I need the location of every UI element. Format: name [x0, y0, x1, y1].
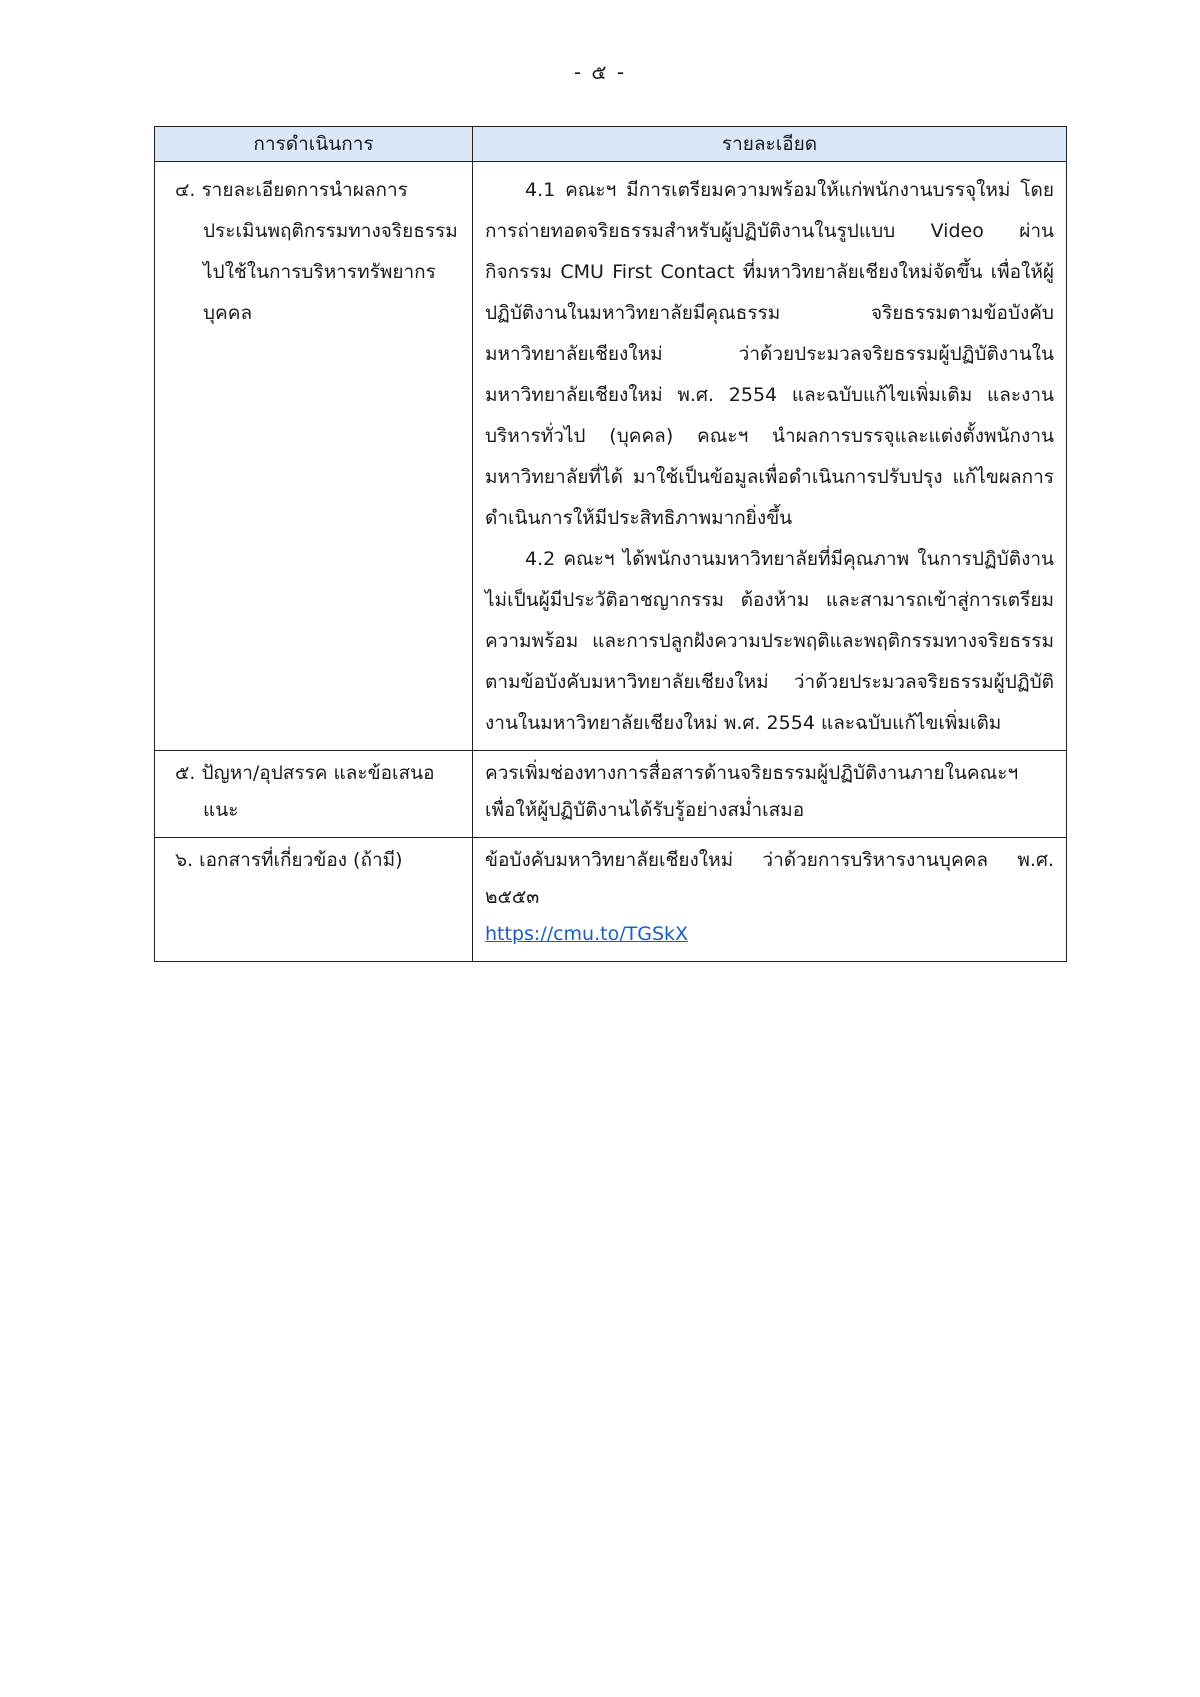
- row-topic-5: [155, 751, 473, 838]
- detail-paragraph-5: ควรเพิ่มช่องทางการสื่อสารด้านจริยธรรมผู้ปฏิบัติงานภายในคณะฯ เพื่อให้ผู้ปฏิบัติงานได้รับรู้อย่างสม่ำเสมอ: [485, 762, 1019, 821]
- reference-link[interactable]: https://cmu.to/TGSkX: [485, 923, 689, 945]
- row-detail-5: [473, 751, 1067, 838]
- row-topic-4-text: ๔. รายละเอียดการนำผลการประเมินพฤติกรรมทางจริยธรรมไปใช้ในการบริหารทรัพยากรบุคคล: [175, 179, 458, 324]
- detail-paragraph-6: ข้อบังคับมหาวิทยาลัยเชียงใหม่ ว่าด้วยการบริหารงานบุคคล พ.ศ. ๒๕๕๓: [485, 849, 1054, 908]
- table-row: [155, 838, 1067, 962]
- table-row: [155, 162, 1067, 751]
- detail-paragraph-4-1: 4.1 คณะฯ มีการเตรียมความพร้อมให้แก่พนักงานบรรจุใหม่ โดยการถ่ายทอดจริยธรรมสำหรับผู้ปฏิบัติงานในรูปแบบ Video ผ่านกิจกรรม CMU First Contact ที่มหาวิทยาลัยเชียงใหม่จัดขึ้น เพื่อให้ผู้ปฏิบัติงานในมหาวิทยาลัยมีคุณธรรม จริยธรรมตามข้อบังคับมหาวิทยาลัยเชียงใหม่ ว่าด้วยประมวลจริยธรรมผู้ปฏิบัติงานในมหาวิทยาลัยเชียงใหม่ พ.ศ. 2554 และฉบับแก้ไขเพิ่มเติม และงานบริหารทั่วไป (บุคคล) คณะฯ นำผลการบรรจุและแต่งตั้งพนักงานมหาวิทยาลัยที่ได้ มาใช้เป็นข้อมูลเพื่อดำเนินการปรับปรุง แก้ไขผลการดำเนินการให้มีประสิทธิภาพมากยิ่งขึ้น: [485, 179, 1054, 529]
- row-topic-6: [155, 838, 473, 962]
- header-detail: รายละเอียด: [473, 127, 1067, 162]
- table-row: [155, 751, 1067, 838]
- row-detail-4: [473, 162, 1067, 751]
- row-topic-4: [155, 162, 473, 751]
- row-detail-6: [473, 838, 1067, 962]
- table-header-row: [155, 127, 1067, 162]
- report-table: [154, 126, 1067, 962]
- row-topic-6-text: ๖. เอกสารที่เกี่ยวข้อง (ถ้ามี): [175, 849, 403, 871]
- header-action: การดำเนินการ: [155, 127, 473, 162]
- row-topic-5-text: ๕. ปัญหา/อุปสรรค และข้อเสนอแนะ: [175, 762, 435, 821]
- page-number: - ๕ -: [573, 60, 627, 84]
- detail-paragraph-4-2: 4.2 คณะฯ ได้พนักงานมหาวิทยาลัยที่มีคุณภาพ ในการปฏิบัติงาน ไม่เป็นผู้มีประวัติอาชญากรรม ต้องห้าม และสามารถเข้าสู่การเตรียมความพร้อม และการปลูกฝังความประพฤติและพฤติกรรมทางจริยธรรม ตามข้อบังคับมหาวิทยาลัยเชียงใหม่ ว่าด้วยประมวลจริยธรรมผู้ปฏิบัติงานในมหาวิทยาลัยเชียงใหม่ พ.ศ. 2554 และฉบับแก้ไขเพิ่มเติม: [485, 548, 1054, 734]
